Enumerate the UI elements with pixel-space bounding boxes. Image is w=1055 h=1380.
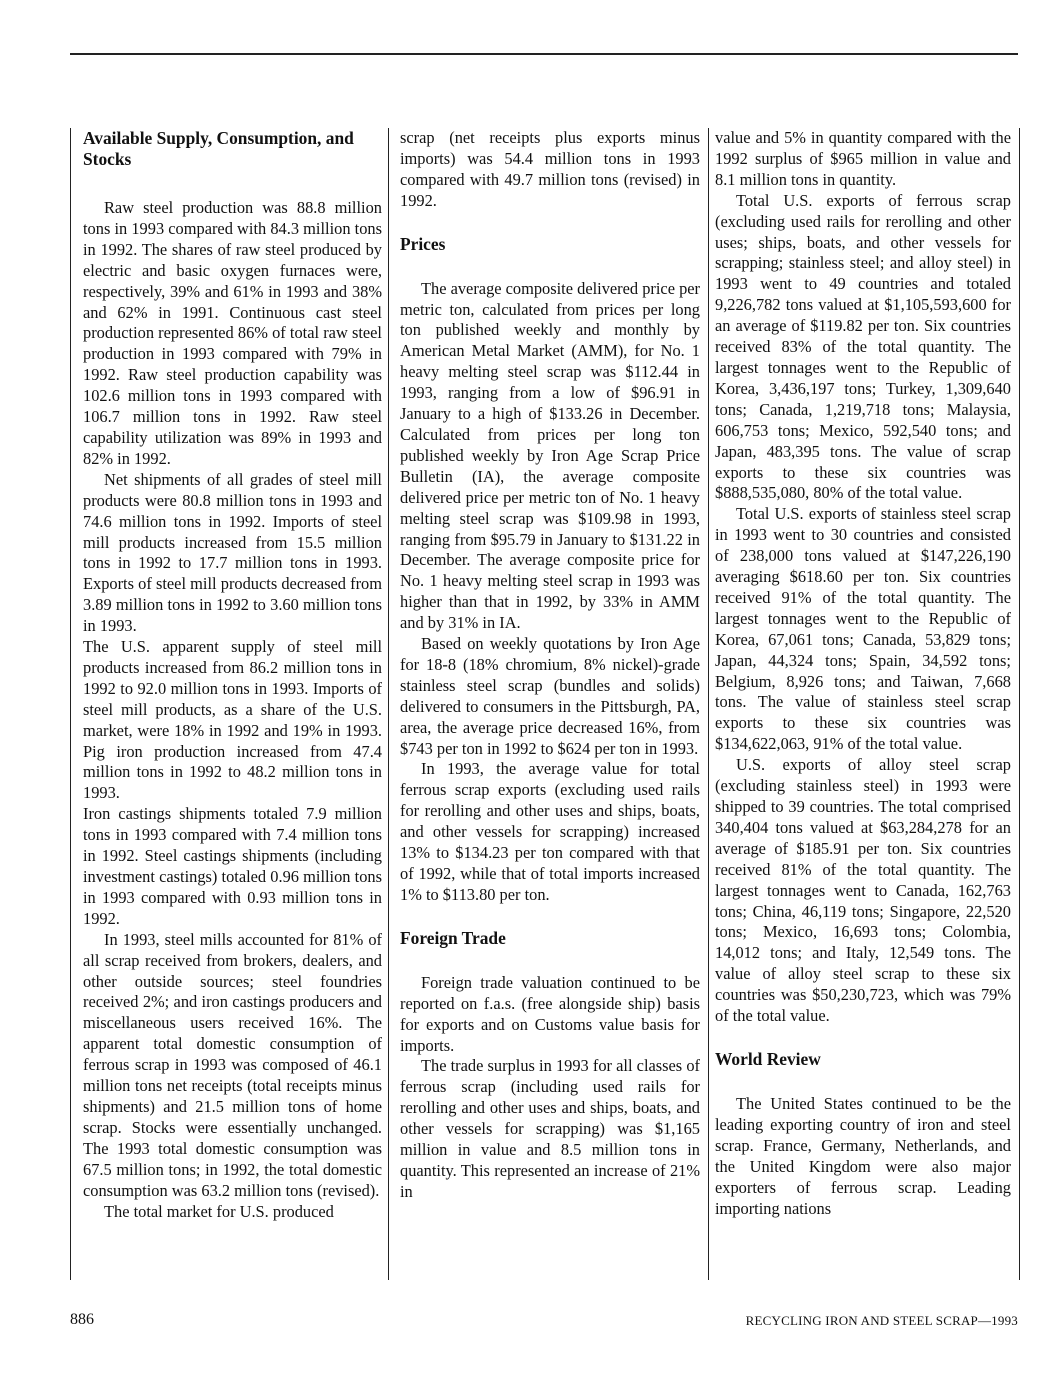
column-right: [708, 128, 1020, 1280]
paragraph: Foreign trade valuation continued to be reported on f.a.s. (free alongside ship) basis for exports and on Customs value basis for imports.: [400, 972, 700, 1055]
paragraph: Net shipments of all grades of steel mill products were 80.8 million tons in 1993 and 74.6 million tons in 1992. Imports of steel mill products increased from 15.5 million tons in 1992 to 17.7 million tons in 1993. Exports of steel mill products decreased from 3.89 million tons in 1992 to 3.60 million tons in 1993.: [83, 469, 382, 636]
paragraph: The total market for U.S. produced: [104, 1201, 334, 1221]
paragraph: U.S. exports of alloy steel scrap (excluding stainless steel) in 1993 were shipped to 39 countries. The total comprised 340,404 tons valued at $63,284,278 for an average of $185.91 per ton. Six countries received 81% of the total quantity. The largest tonnages went to Canada, 162,763 tons; China, 46,119 tons; Singapore, 22,520 tons; Mexico, 16,693 tons; Colombia, 14,012 tons; and Italy, 12,549 tons. The value of alloy steel scrap to these six countries was $50,230,723, which was 79% of the total value.: [715, 755, 1011, 1026]
paragraph: The trade surplus in 1993 for all classes of ferrous scrap (including used rails for rerolling and other uses and ships, boats, and other vessels for scrapping) was $1,165 million in value and 8.5 million tons in quantity. This represented an increase of 21% in: [400, 1056, 700, 1201]
section-heading-world-review: World Review: [715, 1048, 821, 1069]
running-title: RECYCLING IRON AND STEEL SCRAP—1993: [745, 1313, 1018, 1328]
column-middle: [388, 128, 708, 1280]
paragraph: The United States continued to be the leading exporting country of iron and steel scrap. France, Germany, Netherlands, and the United Kingdom were also major exporters of ferrous scrap. Leading importing nations: [715, 1093, 1011, 1218]
page-footer: [70, 1311, 1018, 1333]
column-left: [70, 128, 388, 1280]
top-rule: [70, 53, 1018, 55]
paragraph: In 1993, steel mills accounted for 81% of all scrap received from brokers, dealers, and other outside sources; steel foundries received 2%; and iron castings producers and miscellaneous users received 16%. The apparent total domestic consumption of ferrous scrap in 1993 was composed of 46.1 million tons net receipts (total receipts minus shipments) and 21.5 million tons of home scrap. Stocks were essentially unchanged. The 1993 total domestic consumption was 67.5 million tons; in 1992, the total domestic consumption was 63.2 million tons (revised).: [83, 929, 382, 1200]
section-heading-supply: Available Supply, Consumption, and Stocks: [83, 128, 354, 169]
paragraph: The U.S. apparent supply of steel mill products increased from 86.2 million tons in 1992 to 92.0 million tons in 1993. Imports of steel mill products, as a share of the U.S. market, were 18% in 1992 and 19% in 1993. Pig iron production increased from 47.4 million tons in 1992 to 48.2 million tons in 1993.: [83, 637, 382, 803]
paragraph: Raw steel production was 88.8 million tons in 1993 compared with 84.3 million tons in 1992. The shares of raw steel produced by electric and basic oxygen furnaces were, respectively, 39% and 61% in 1993 and 38% and 62% in 1991. Continuous cast steel production represented 86% of total raw steel production in 1993 compared with 79% in 1992. Raw steel production capability was 102.6 million tons in 1993 compared with 106.7 million tons in 1992. Raw steel capability utilization was 89% in 1993 and 82% in 1992.: [83, 198, 382, 468]
paragraph: scrap (net receipts plus exports minus imports) was 54.4 million tons in 1993 compared with 49.7 million tons (revised) in 1992.: [400, 128, 700, 210]
section-heading-prices: Prices: [400, 233, 446, 254]
paragraph: The average composite delivered price per metric ton, calculated from prices per long ton published weekly and monthly by American Metal Market (AMM), for No. 1 heavy melting steel scrap was $112.44 in 1993, ranging from a low of $96.91 in January to a high of $133.26 in December. Calculated from prices per long ton published weekly by Iron Age Scrap Price Bulletin (IA), the average composite delivered price per metric ton of No. 1 heavy melting steel scrap was $109.98 in 1993, ranging from $95.79 in January to $131.22 in December. The average composite price for No. 1 heavy melting steel scrap in 1993 was higher than that in 1992, by 33% in AMM and by 31% in IA.: [400, 278, 700, 633]
page-number: 886: [70, 1311, 94, 1328]
paragraph: Iron castings shipments totaled 7.9 million tons in 1993 compared with 7.4 million tons in 1992. Steel castings shipments (including investment castings) totaled 0.96 million tons in 1993 compared with 0.93 million tons in 1992.: [83, 804, 382, 928]
paragraph: value and 5% in quantity compared with the 1992 surplus of $965 million in value and 8.1 million tons in quantity.: [715, 128, 1011, 189]
paragraph: In 1993, the average value for total ferrous scrap exports (excluding used rails for rerolling and other uses and ships, boats, and other vessels for scrapping) increased 13% to $134.23 per ton compared with that of 1992, while that of total imports increased 1% to $113.80 per ton.: [400, 759, 700, 904]
paragraph: Based on weekly quotations by Iron Age for 18-8 (18% chromium, 8% nickel)-grade stainless steel scrap (bundles and solids) delivered to consumers in the Pittsburgh, PA, area, the average price decreased 16%, from $743 per ton in 1992 to $624 per ton in 1993.: [400, 634, 700, 758]
paragraph: Total U.S. exports of ferrous scrap (excluding used rails for rerolling and other uses; ships, boats, and other vessels for scrapping; stainless steel; and alloy steel) in 1993 went to 49 countries and totaled 9,226,782 tons valued at $1,105,593,600 for an average of $119.82 per ton. Six countries received 83% of the total quantity. The largest tonnages went to the Republic of Korea, 3,436,197 tons; Turkey, 1,309,640 tons; Canada, 1,219,718 tons; Malaysia, 606,753 tons; Mexico, 592,540 tons; and Japan, 483,395 tons. The value of scrap exports to these six countries was $888,535,080, 80% of the total value.: [715, 190, 1011, 503]
section-heading-foreign-trade: Foreign Trade: [400, 927, 506, 948]
paragraph: Total U.S. exports of stainless steel scrap in 1993 went to 30 countries and consisted of 238,000 tons valued at $147,226,190 averaging $618.60 per ton. Six countries received 91% of the total quantity. The largest tonnages went to the Republic of Korea, 67,061 tons; Canada, 53,829 tons; Japan, 44,324 tons; Spain, 34,592 tons; Belgium, 8,926 tons; and Taiwan, 7,668 tons. The value of stainless steel scrap exports to these six countries was $134,622,063, 91% of the total value.: [715, 504, 1011, 754]
